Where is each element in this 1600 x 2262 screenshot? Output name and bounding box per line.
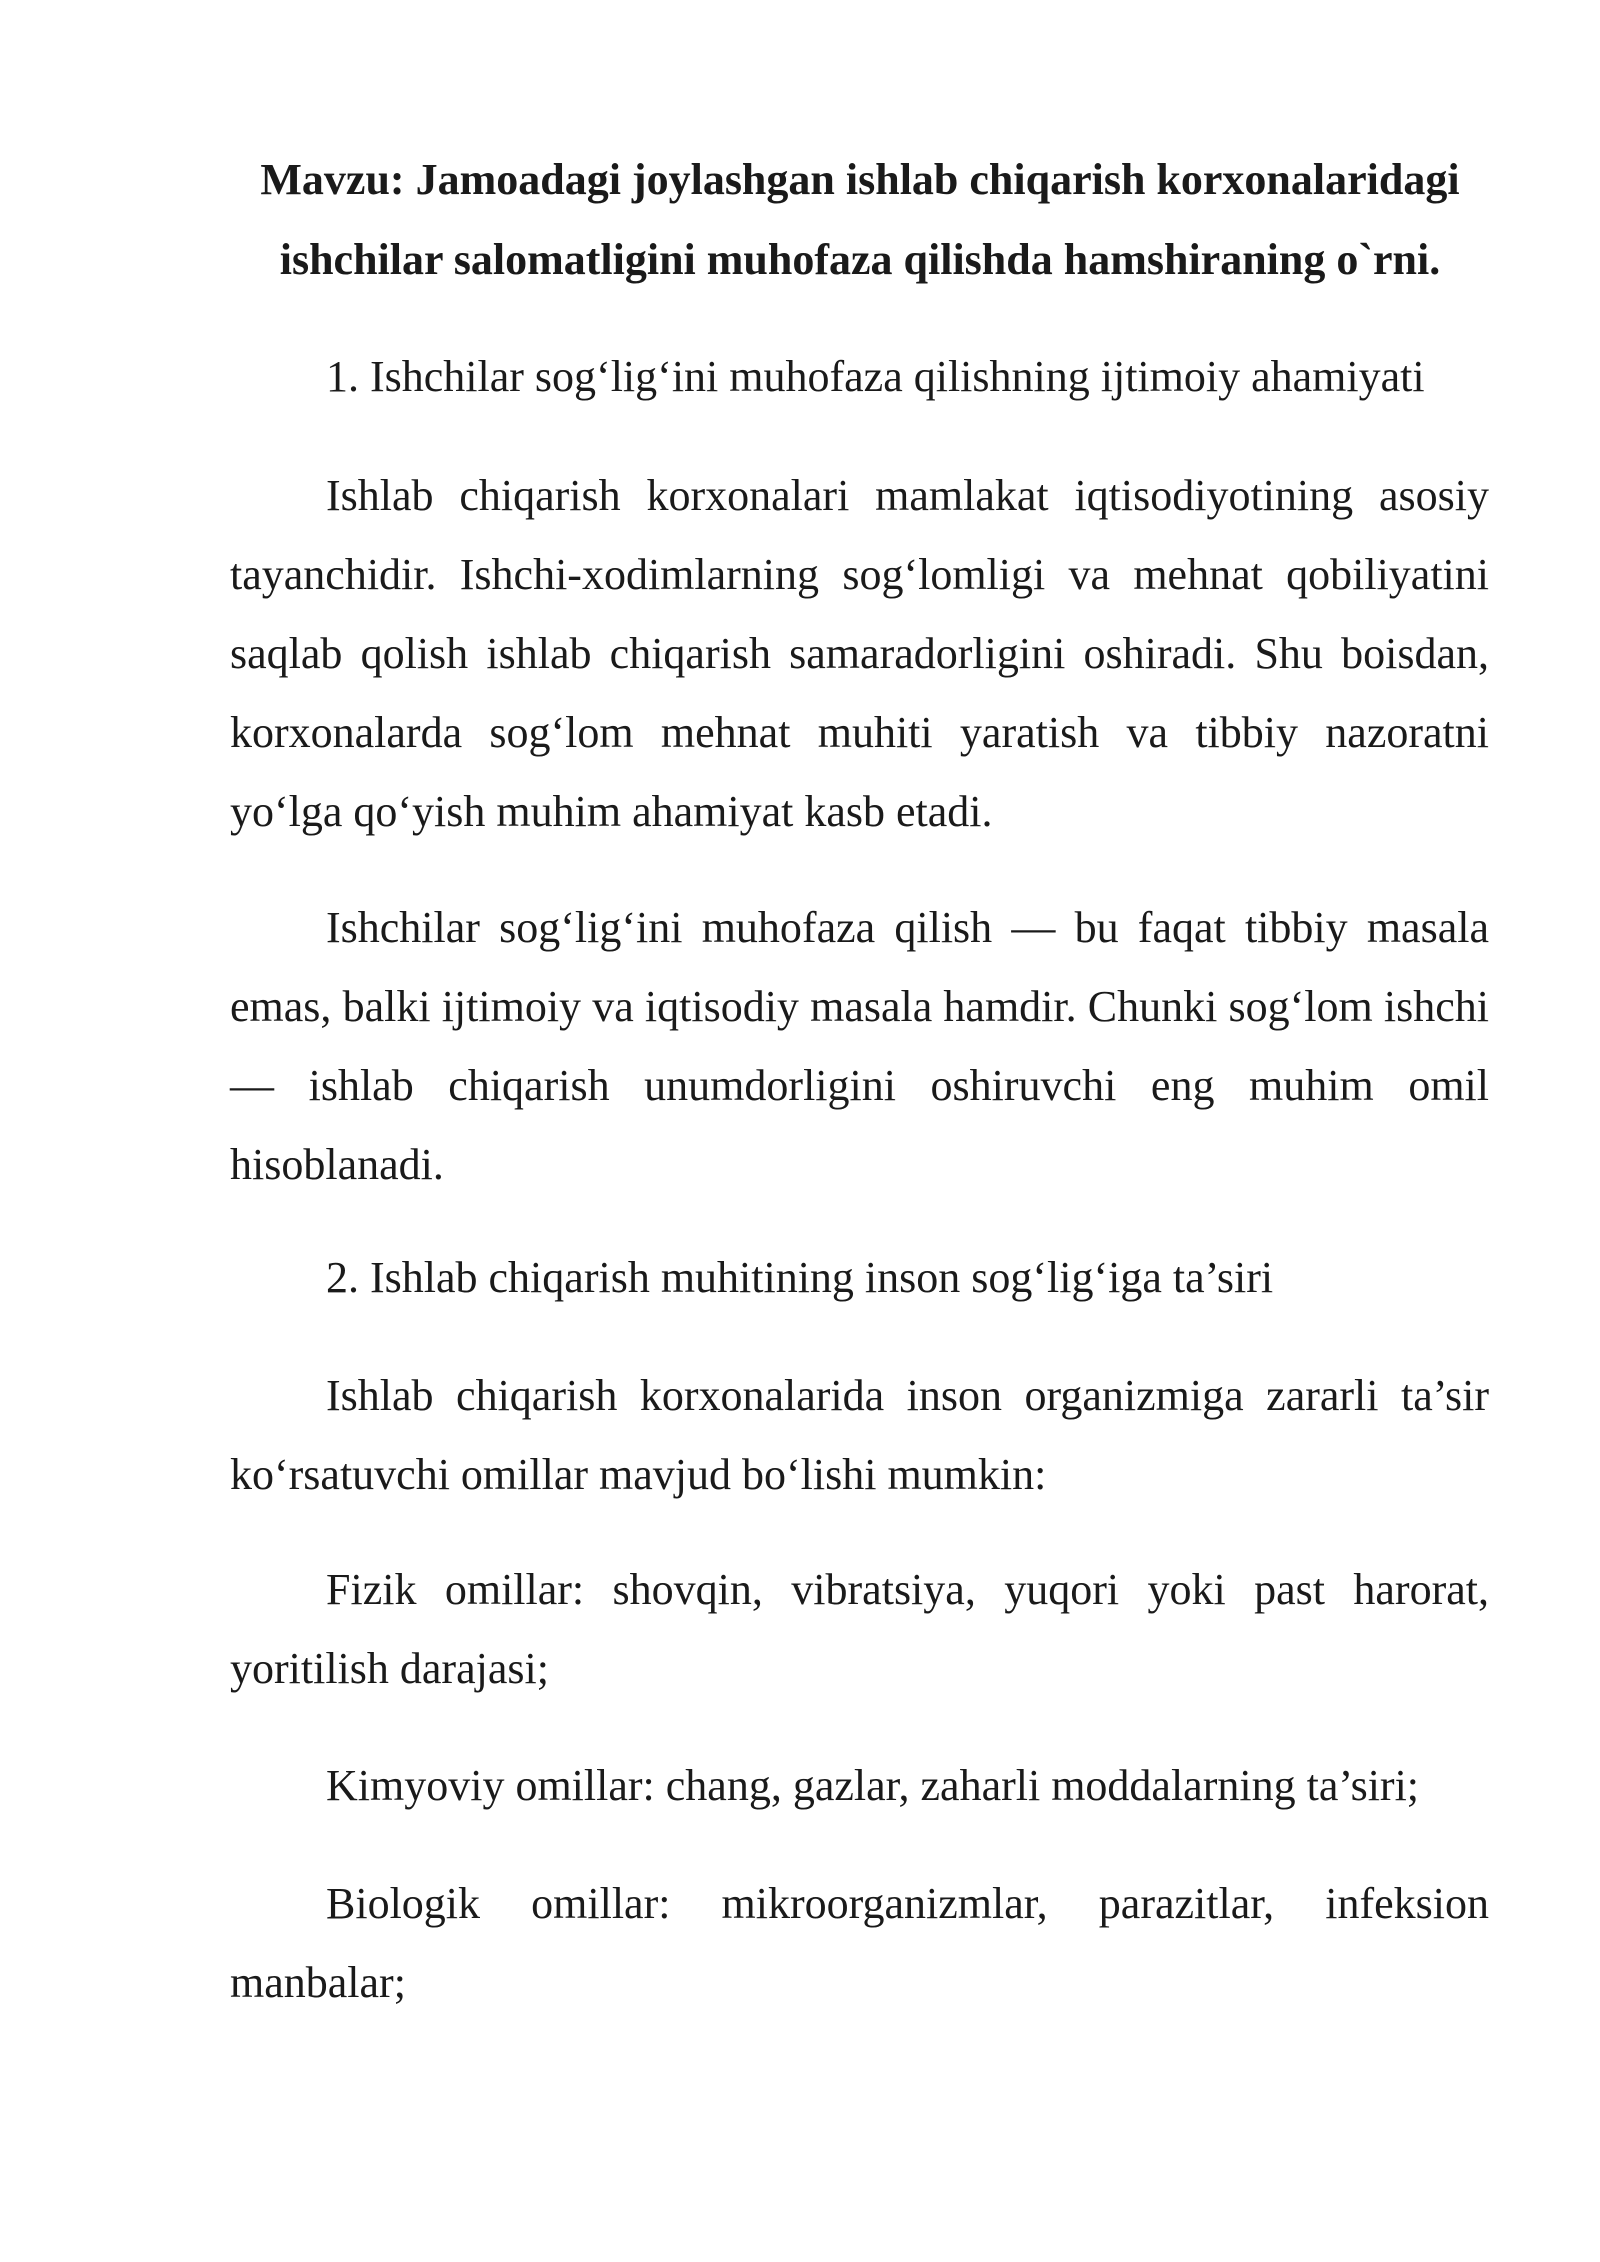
section-2-heading: 2. Ishlab chiqarish muhitining inson sog‘lig‘iga ta’siri — [326, 1253, 1274, 1302]
list-item-physical-factors: Fizik omillar: shovqin, vibratsiya, yuqori yoki past harorat, yoritilish darajasi; — [230, 1565, 1489, 1693]
paragraph-3: Ishlab chiqarish korxonalarida inson organizmiga zararli ta’sir ko‘rsatuvchi omillar mavjud bo‘lishi mumkin: — [230, 1371, 1489, 1499]
page-title — [230, 140, 1490, 300]
title-line-1: Mavzu: Jamoadagi joylashgan ishlab chiqarish korxonalaridagi — [260, 155, 1460, 204]
title-line-2: ishchilar salomatligini muhofaza qilishda hamshiraning o`rni. — [279, 235, 1441, 284]
list-item-biological-factors: Biologik omillar: mikroorganizmlar, parazitlar, infeksion manbalar; — [230, 1879, 1489, 2007]
paragraph-1: Ishlab chiqarish korxonalari mamlakat iqtisodiyotining asosiy tayanchidir. Ishchi-xodimlarning sog‘lomligi va mehnat qobiliyatini saqlab qolish ishlab chiqarish samaradorligini oshiradi. Shu boisdan, korxonalarda sog‘lom mehnat muhiti yaratish va tibbiy nazoratni yo‘lga qo‘yish muhim ahamiyat kasb etadi. — [230, 471, 1489, 836]
section-1-heading: 1. Ishchilar sog‘lig‘ini muhofaza qilishning ijtimoiy ahamiyati — [326, 352, 1425, 401]
list-item-chemical-factors: Kimyoviy omillar: chang, gazlar, zaharli moddalarning ta’siri; — [326, 1761, 1420, 1810]
paragraph-2: Ishchilar sog‘lig‘ini muhofaza qilish — bu faqat tibbiy masala emas, balki ijtimoiy va iqtisodiy masala hamdir. Chunki sog‘lom ishchi — ishlab chiqarish unumdorligini oshiruvchi eng muhim omil hisoblanadi. — [230, 903, 1489, 1189]
